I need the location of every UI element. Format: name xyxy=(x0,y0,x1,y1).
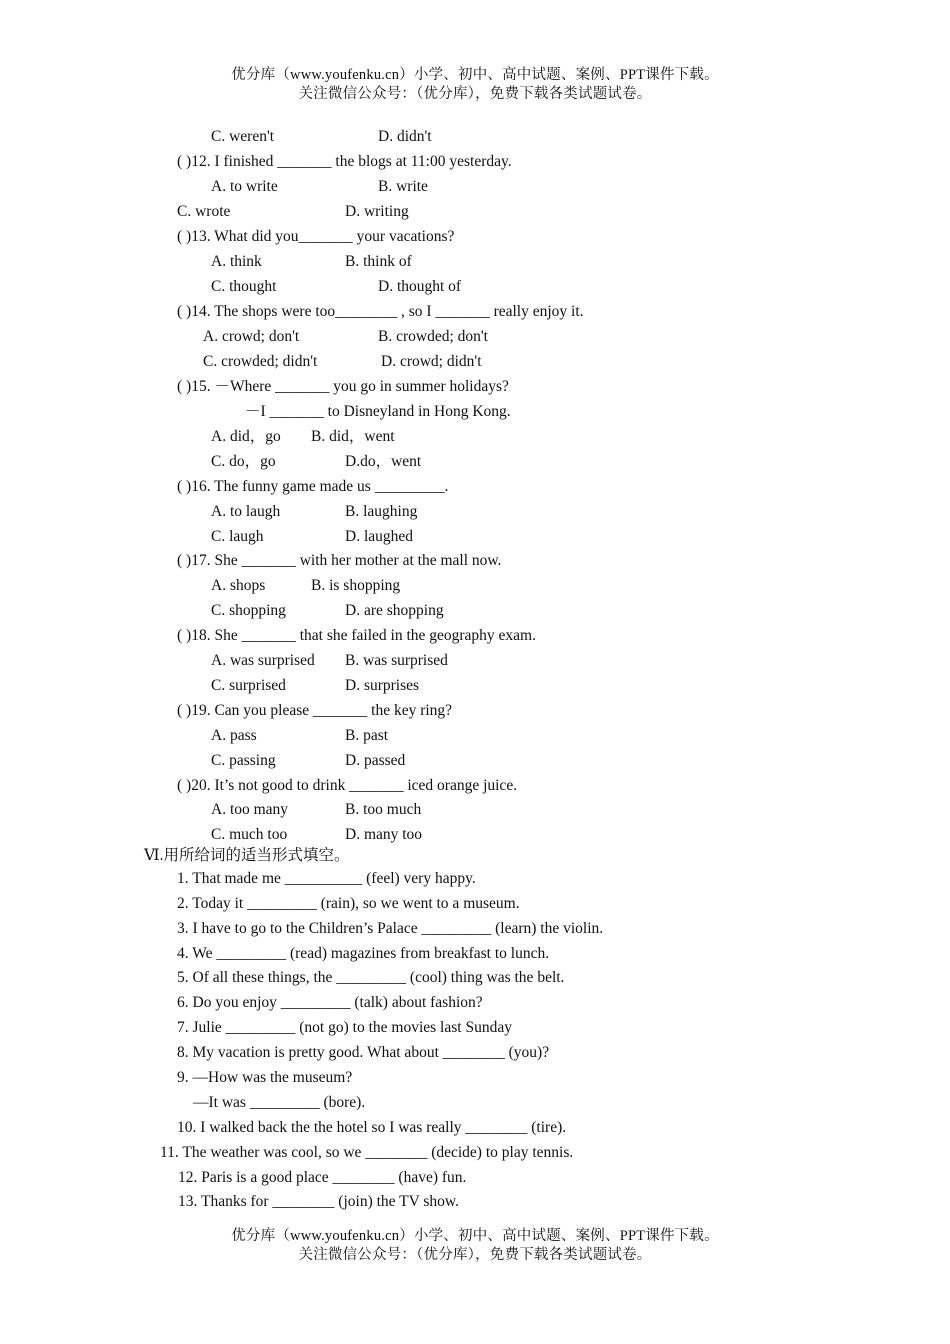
q20-option-d: D. many too xyxy=(345,826,423,843)
q18-option-c: C. surprised xyxy=(211,677,286,694)
fill-item-10: 10. I walked back the the hotel so I was really ________ (tire). xyxy=(177,1119,567,1136)
q17-option-d: D. are shopping xyxy=(345,602,444,619)
q14-stem: ( )14. The shops were too________ , so I _______ really enjoy it. xyxy=(177,303,584,320)
q12-option-c: C. wrote xyxy=(177,203,231,220)
q12-stem: ( )12. I finished _______ the blogs at 11:00 yesterday. xyxy=(177,153,512,170)
q13-option-d: D. thought of xyxy=(378,278,462,295)
q15-option-b: B. did，went xyxy=(311,428,395,445)
q15-stem-response: －I _______ to Disneyland in Hong Kong. xyxy=(245,403,511,420)
q13-stem: ( )13. What did you_______ your vacations? xyxy=(177,228,455,245)
q20-stem: ( )20. It’s not good to drink _______ iced orange juice. xyxy=(177,777,518,794)
q16-stem: ( )16. The funny game made us _________. xyxy=(177,478,449,495)
fill-item-3: 3. I have to go to the Children’s Palace _________ (learn) the violin. xyxy=(177,920,604,937)
fill-item-1: 1. That made me __________ (feel) very happy. xyxy=(177,870,476,887)
q14-option-b: B. crowded; don't xyxy=(378,328,488,345)
q19-option-c: C. passing xyxy=(211,752,276,769)
fill-item-2: 2. Today it _________ (rain), so we went to a museum. xyxy=(177,895,520,912)
q20-option-a: A. too many xyxy=(211,801,289,818)
q11-option-d: D. didn't xyxy=(378,128,432,145)
q19-option-a: A. pass xyxy=(211,727,257,744)
section-6-title: Ⅵ.用所给词的适当形式填空。 xyxy=(144,847,350,864)
q15-option-d: D.do，went xyxy=(345,453,422,470)
q12-option-d: D. writing xyxy=(345,203,409,220)
header-line-2: 关注微信公众号：（优分库），免费下载各类试题试卷。 xyxy=(298,86,652,102)
q17-option-b: B. is shopping xyxy=(311,577,401,594)
page-header xyxy=(0,66,950,104)
q14-option-a: A. crowd; don't xyxy=(203,328,300,345)
q18-option-b: B. was surprised xyxy=(345,652,448,669)
fill-item-6: 6. Do you enjoy _________ (talk) about fashion? xyxy=(177,994,483,1011)
fill-item-5: 5. Of all these things, the _________ (cool) thing was the belt. xyxy=(177,969,565,986)
q14-option-d: D. crowd; didn't xyxy=(381,353,482,370)
q13-option-b: B. think of xyxy=(345,253,412,270)
q15-option-c: C. do，go xyxy=(211,453,276,470)
fill-item-9: 9. —How was the museum? xyxy=(177,1069,353,1086)
fill-item-4: 4. We _________ (read) magazines from breakfast to lunch. xyxy=(177,945,550,962)
fill-item-8: 8. My vacation is pretty good. What about ________ (you)? xyxy=(177,1044,550,1061)
q18-option-a: A. was surprised xyxy=(211,652,315,669)
fill-item-13: 13. Thanks for ________ (join) the TV show. xyxy=(178,1193,459,1210)
q20-option-b: B. too much xyxy=(345,801,422,818)
q13-option-c: C. thought xyxy=(211,278,277,295)
q19-stem: ( )19. Can you please _______ the key ring? xyxy=(177,702,453,719)
q17-option-c: C. shopping xyxy=(211,602,286,619)
q13-option-a: A. think xyxy=(211,253,262,270)
q12-option-b: B. write xyxy=(378,178,428,195)
q15-option-a: A. did，go xyxy=(211,428,281,445)
q19-option-d: D. passed xyxy=(345,752,406,769)
q19-option-b: B. past xyxy=(345,727,389,744)
q11-option-c: C. weren't xyxy=(211,128,275,145)
q16-option-a: A. to laugh xyxy=(211,503,281,520)
q16-option-d: D. laughed xyxy=(345,528,414,545)
q17-stem: ( )17. She _______ with her mother at the mall now. xyxy=(177,552,502,569)
q17-option-a: A. shops xyxy=(211,577,266,594)
page-footer xyxy=(0,1227,950,1265)
q12-option-a: A. to write xyxy=(211,178,278,195)
footer-line-1: 优分库（www.youfenku.cn）小学、初中、高中试题、案例、PPT课件下载。 xyxy=(231,1228,719,1244)
q16-option-c: C. laugh xyxy=(211,528,264,545)
fill-item-7: 7. Julie _________ (not go) to the movies last Sunday xyxy=(177,1019,512,1036)
footer-line-2: 关注微信公众号：（优分库），免费下载各类试题试卷。 xyxy=(298,1247,652,1263)
fill-item-12: 12. Paris is a good place ________ (have) fun. xyxy=(178,1169,467,1186)
fill-item-9-response: —It was _________ (bore). xyxy=(193,1094,366,1111)
q18-stem: ( )18. She _______ that she failed in the geography exam. xyxy=(177,627,536,644)
fill-item-11: 11. The weather was cool, so we ________ (decide) to play tennis. xyxy=(160,1144,574,1161)
q16-option-b: B. laughing xyxy=(345,503,418,520)
q15-stem: ( )15. －Where _______ you go in summer holidays? xyxy=(177,378,509,395)
q20-option-c: C. much too xyxy=(211,826,288,843)
header-line-1: 优分库（www.youfenku.cn）小学、初中、高中试题、案例、PPT课件下载。 xyxy=(231,67,719,83)
q18-option-d: D. surprises xyxy=(345,677,420,694)
q14-option-c: C. crowded; didn't xyxy=(203,353,318,370)
